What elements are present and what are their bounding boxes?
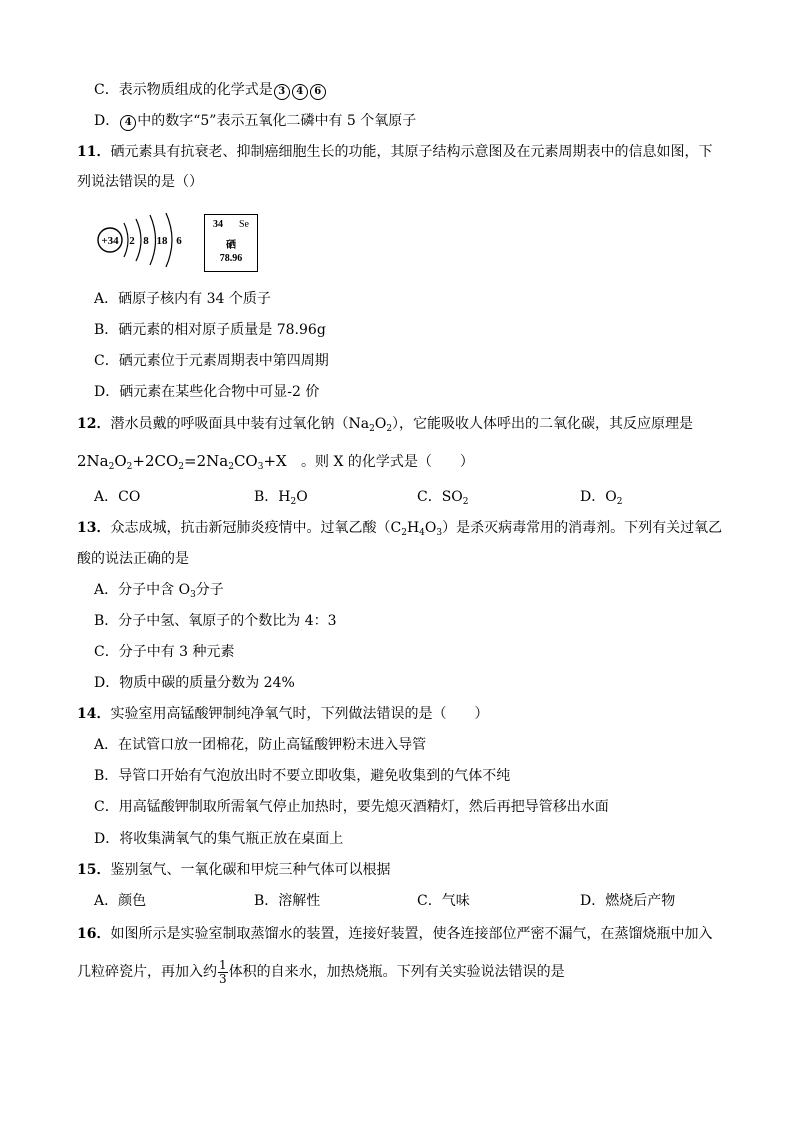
shell-arc [136, 219, 141, 261]
q16-stem-line2: 几粒碎瓷片，再加入约 $\frac{1}{3}$ 体积的自来水，加热烧瓶。下列有关实验说法错误的是 [77, 957, 565, 986]
circled-number: 3 [274, 84, 290, 100]
q15-option-d: D．燃烧后产物 [580, 893, 676, 909]
q11-stem-line1: 11．硒元素具有抗衰老、抑制癌细胞生长的功能，其原子结构示意图及在元素周期表中的信息如图，下 [77, 144, 713, 160]
chemical-equation: $2Na_2O_2+2CO_2=2Na_2CO_3+X$ [77, 452, 302, 472]
q11-option-a: A．硒原子核内有 34 个质子 [94, 291, 271, 307]
q12-option-a: A．CO [94, 489, 141, 505]
q15-option-b: B．溶解性 [254, 893, 321, 909]
shell-electrons: 6 [176, 235, 182, 247]
periodic-table-cell [204, 214, 258, 272]
q14-option-d: D．将收集满氧气的集气瓶正放在桌面上 [94, 831, 344, 847]
q14-option-b: B．导管口开始有气泡放出时不要立即收集，避免收集到的气体不纯 [94, 768, 511, 784]
q14-stem: 14．实验室用高锰酸钾制纯净氧气时，下列做法错误的是（ ） [77, 706, 489, 722]
q12-equation-line: $2Na_2O_2+2CO_2=2Na_2CO_3+X$ 。则 X 的化学式是（ ） [77, 452, 474, 472]
shell-electrons: 8 [143, 235, 149, 247]
q12-option-c: C．$SO_2$ [417, 489, 469, 507]
q12-option-d: D．$O_2$ [580, 489, 623, 507]
element-name: 硒 [226, 240, 236, 251]
q13-option-c: C．分子中有 3 种元素 [94, 644, 235, 660]
circled-number: 6 [310, 84, 326, 100]
element-symbol: Se [239, 219, 249, 230]
shell-arc [150, 215, 156, 265]
fraction-one-third: $\frac{1}{3}$ [219, 957, 227, 986]
nucleus-charge: +34 [101, 235, 119, 247]
q15-stem: 15．鉴别氢气、一氧化碳和甲烷三种气体可以根据 [77, 862, 391, 878]
q15-option-c: C．气味 [417, 893, 470, 909]
q12-options-row [94, 487, 774, 507]
q13-option-a: A．分子中含 $O_3$分子 [94, 582, 224, 600]
q11-option-b: B．硒元素的相对原子质量是 78.96g [94, 322, 326, 338]
shell-electrons: 2 [129, 235, 135, 247]
atomic-number: 34 [213, 219, 223, 230]
q12-option-b: B．$H_2O$ [254, 489, 308, 507]
q13-option-b: B．分子中氢、氧原子的个数比为 4：3 [94, 613, 337, 629]
atomic-mass: 78.96 [219, 253, 243, 264]
shell-electrons: 18 [156, 235, 168, 247]
q15-options-row [94, 891, 774, 911]
q13-stem-line1: 13．众志成城，抗击新冠肺炎疫情中。过氧乙酸$(C_2H_4O_3)$是杀灭病毒常用的消毒剂。下列有关过氧乙 [77, 520, 723, 538]
circled-number: 4 [292, 84, 308, 100]
q11-option-c: C．硒元素位于元素周期表中第四周期 [94, 353, 329, 369]
q11-stem-line2: 列说法错误的是（） [77, 174, 203, 190]
q13-option-d: D．物质中碳的质量分数为 24% [94, 675, 295, 691]
q10-option-d: D． 4 中的数字“5”表示五氧化二磷中有 5 个氧原子 [94, 113, 417, 129]
q10-option-c: C．表示物质组成的化学式是 3 4 6 [94, 80, 327, 100]
q14-option-c: C．用高锰酸钾制取所需氧气停止加热时，要先熄灭酒精灯，然后再把导管移出水面 [94, 799, 609, 815]
q16-stem-line1: 16．如图所示是实验室制取蒸馏水的装置，连接好装置，使各连接部位严密不漏气，在蒸馏烧瓶中加入 [77, 926, 713, 942]
circled-number: 4 [120, 115, 136, 131]
q14-option-a: A．在试管口放一团棉花，防止高锰酸钾粉末进入导管 [94, 737, 427, 753]
selenium-atom-structure-diagram [94, 207, 194, 271]
q13-stem-line2: 酸的说法正确的是 [77, 551, 189, 567]
q12-stem-line1: 12．潜水员戴的呼吸面具中装有过氧化钠$(Na_2O_2)$，它能吸收人体呼出的二氧化碳，其反应原理是 [77, 416, 694, 434]
q15-option-a: A．颜色 [94, 893, 147, 909]
q11-option-d: D．硒元素在某些化合物中可显-2 价 [94, 384, 320, 400]
shell-arc [124, 223, 128, 257]
